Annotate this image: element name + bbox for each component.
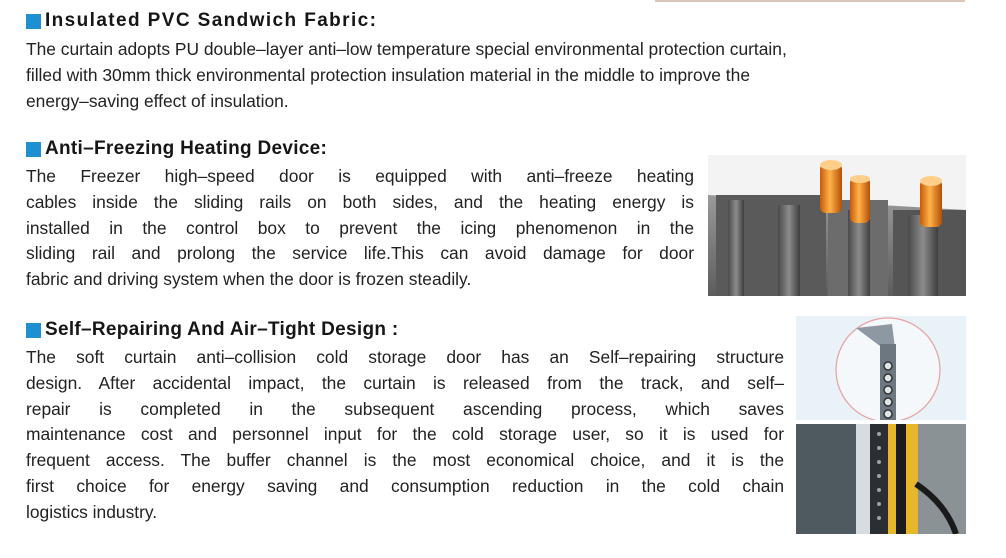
section-insulated-fabric [26,10,966,114]
section-heading [26,319,784,341]
heading-text: Anti–Freezing Heating Device: [45,138,328,159]
paragraph-line: first choice for energy saving and consumption reduction in the cold chain [26,475,784,496]
heading-text: Insulated PVC Sandwich Fabric: [45,10,378,31]
paragraph-line: fabric and driving system when the door is frozen steadily. [26,269,472,290]
blue-square-bullet-icon [26,14,41,29]
top-divider [655,0,965,2]
section-paragraph [26,164,694,293]
self-repair-detail-image [796,316,966,420]
blue-square-bullet-icon [26,323,41,338]
section-heading [26,10,966,32]
paragraph-line: The Freezer high–speed door is equipped with anti–freeze heating [26,166,694,186]
section-heading [26,138,694,160]
section-paragraph [26,345,784,526]
heading-text: Self–Repairing And Air–Tight Design : [45,319,399,340]
paragraph-line: cables inside the sliding rails on both sides, and the heating energy is [26,191,694,212]
paragraph-line: installed in the control box to prevent the icing phenomenon in the [26,217,694,238]
blue-square-bullet-icon [26,142,41,157]
paragraph-line: logistics industry. [26,501,158,522]
paragraph-line: The curtain adopts PU double–layer anti–low temperature special environmental protection curtain, [26,39,787,59]
section-paragraph [26,37,966,114]
paragraph-line: energy–saving effect of insulation. [26,90,289,111]
door-track-photo-image [796,424,966,534]
paragraph-line: The soft curtain anti–collision cold storage door has an Self–repairing structure [26,347,784,367]
heating-rail-image [708,155,966,296]
paragraph-line: maintenance cost and personnel input for the cold storage user, so it is used for [26,424,784,445]
paragraph-line: filled with 30mm thick environmental protection insulation material in the middle to improve the [26,64,750,85]
paragraph-line: sliding rail and prolong the service life.This can avoid damage for door [26,243,694,264]
paragraph-line: frequent access. The buffer channel is the most economical choice, and it is the [26,450,784,471]
section-anti-freezing [26,138,694,293]
section-self-repairing [26,319,784,526]
paragraph-line: design. After accidental impact, the curtain is released from the track, and self– [26,372,784,393]
paragraph-line: repair is completed in the subsequent ascending process, which saves [26,398,784,419]
